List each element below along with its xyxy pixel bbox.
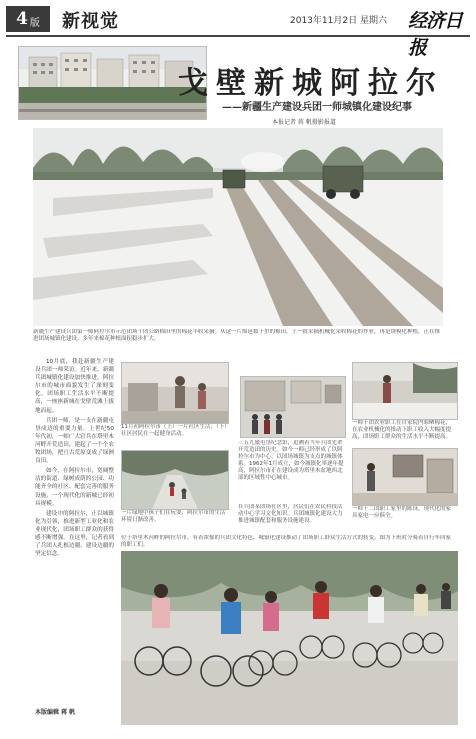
reporter-byline: 本报记者 蒋 帆摄影报道 [272, 119, 336, 126]
article-paragraph: 10月底，我赴新疆生产建设兵团一师采访。近年来，新疆兵团城镇化建设加快推进，阿拉尔市的城市面貌发生了深刻变化，团场职工生活水平不断提高，一座座新城在戈壁荒滩上拔地而起。 [35, 359, 114, 414]
exhibition-caption: 三五九旅屯垦纪念馆，追溯着当年兵团先辈开荒造田的历史。如今一师已经形成了以阿拉尔市为中心、以团场城镇为支点的城镇体系。1962年1月成立，如今城镇化率逐年提高，阿拉尔市正在建设成为塔里木盆地西北部的区域性中心城市。 [238, 440, 344, 481]
park-photo-caption: 一片绿地中孩子们在玩耍，阿拉尔市的生活环境日渐改善。 [121, 510, 226, 523]
editor-credit: 本版编辑 蒋 帆 [35, 709, 76, 716]
sub-headline: ——新疆生产建设兵团一师城镇化建设纪事 [222, 102, 412, 113]
community-life-photo [121, 362, 229, 424]
hero-photo-caption: 新疆生产建设兵团第一师阿拉尔市示范团场十团公路棉田里的棉花丰收采摘。从这一片绵延数十里的棉田，上一批采摘机械化采收棉花的作业，再是规模化种植，正在推进团场城镇化建设，多年来棉花种植面积稳步扩大。 [33, 329, 441, 342]
page-number-badge [6, 6, 50, 32]
article-column-1 [35, 358, 114, 693]
article-paragraph: 兵团一师，是一支在新疆屯垦戍边的重要力量。上世纪50年代初，一师广大官兵在塔里木河畔开荒造田，建起了一个个农牧团场，把亘古荒原变成了绿洲良田。 [35, 417, 114, 465]
page-number: 4 [16, 9, 28, 29]
farmer-photo-caption: 一师十团农业职工在自家院内晾晒棉花，在农业机械化的推动下职工收入大幅度提高，团场职工群众的生活水平不断提高。 [352, 420, 452, 440]
training-photo-caption: 在兵团某团场社区里，居民们在农民科技活动中心学习文化知识。兵团城镇化建设大力推进城镇配套和服务设施建设。 [238, 504, 343, 524]
page-suffix: 版 [29, 17, 40, 29]
farmer-cotton-photo [352, 362, 458, 420]
park-photo [121, 450, 229, 510]
header-divider [6, 35, 470, 37]
cyclists-photo [121, 551, 458, 725]
issue-date: 2013年11月2日 星期六 [290, 16, 387, 26]
article-paragraph: 建设中的阿拉尔，正以城镇化为引领，推进新型工业化和农业现代化，团场职工群众的获得感不断增强。在这里，记者看到了兵团人扎根边疆、建设边疆的坚定信念。 [35, 510, 114, 558]
community-photo-caption: 11月初阿拉尔市（上）一片社区生活；（下）社区居民在一起健身活动。 [121, 424, 227, 437]
newspaper-masthead: 经济日报 [408, 10, 463, 59]
home-interior-photo [352, 448, 458, 506]
cotton-harvest-photo [33, 128, 443, 326]
section-title: 新视觉 [62, 11, 119, 32]
main-headline: 戈壁新城阿拉尔 [178, 66, 444, 101]
home-photo-caption: 一师十二团职工家里的陈设，现代化的家具家电一应俱全。 [352, 506, 452, 519]
cyclists-photo-caption: 位于塔里木河畔的阿拉尔市，有着浓郁的兵团文化特色，城镇化建设推动了团场职工群众生活方式的转变。图为下班时分骑着自行车回家的职工们。 [121, 535, 452, 548]
article-paragraph: 如今，在阿拉尔市，宽阔整洁的街道、绿树成荫的公园、功能齐全的社区、配套完善的服务设施，一个现代化的新城已经初具规模。 [35, 468, 114, 507]
exhibition-photo [240, 376, 346, 438]
